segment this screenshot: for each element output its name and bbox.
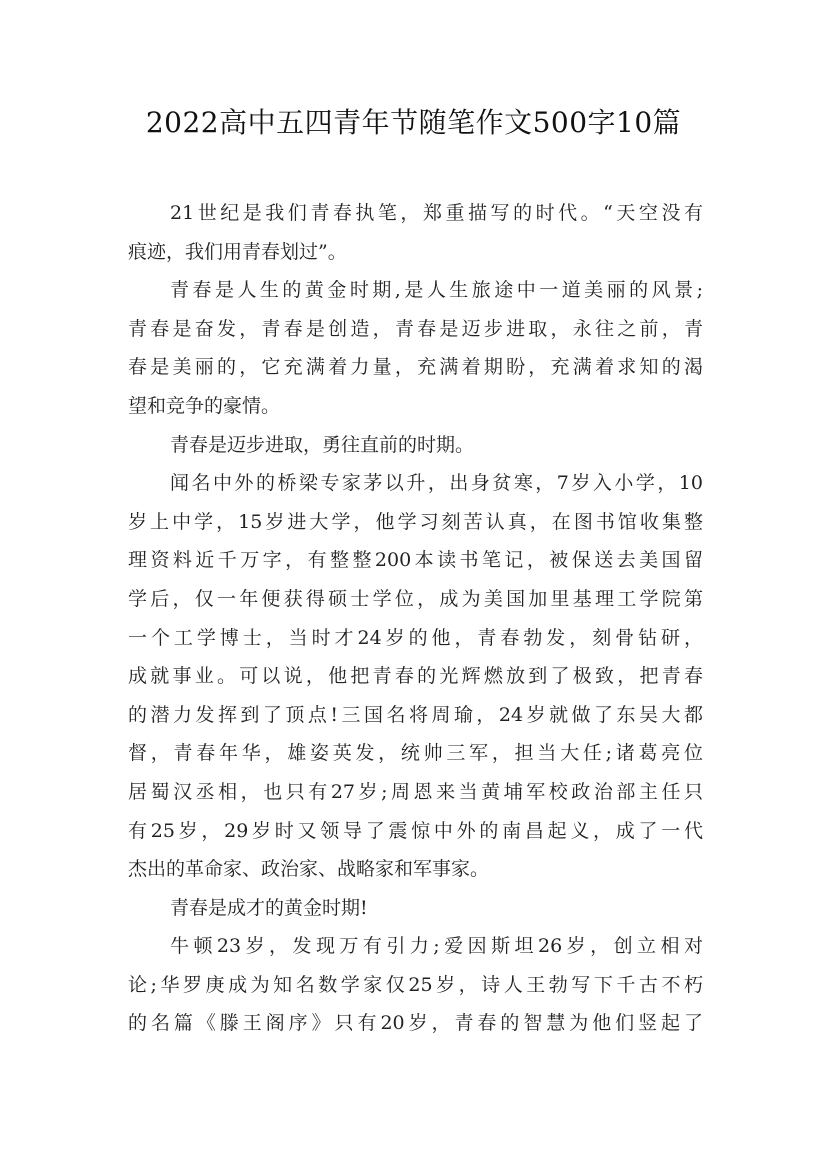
- text-line: 居蜀汉丞相，也只有27岁;周恩来当黄埔军校政治部主任只: [128, 780, 703, 803]
- text-line: 青春是成才的黄金时期!: [170, 896, 368, 919]
- text-line: 成就事业。可以说，他把青春的光辉燃放到了极致，把青春: [128, 665, 703, 688]
- text-line: 21世纪是我们青春执笔，郑重描写的时代。“天空没有: [170, 202, 703, 224]
- text-line: 痕迹，我们用青春划过”。: [128, 240, 347, 263]
- article-body: [128, 194, 703, 1043]
- text-line: 杰出的革命家、政治家、战略家和军事家。: [128, 858, 490, 881]
- text-line: 望和竞争的豪情。: [128, 394, 281, 417]
- text-line: 青春是人生的黄金时期,是人生旅途中一道美丽的风景;: [170, 279, 703, 302]
- text-line: 岁上中学，15岁进大学，他学习刻苦认真，在图书馆收集整: [128, 510, 703, 533]
- text-line: 督，青春年华，雄姿英发，统帅三军，担当大任;诸葛亮位: [128, 742, 703, 765]
- text-line: 闻名中外的桥梁专家茅以升，出身贫寒，7岁入小学，10: [170, 472, 703, 495]
- text-line: 有25岁，29岁时又领导了震惊中外的南昌起义，成了一代: [128, 819, 703, 842]
- text-line: 青春是迈步进取，勇往直前的时期。: [170, 433, 475, 456]
- text-line: 学后，仅一年便获得硕士学位，成为美国加里基理工学院第: [128, 587, 703, 610]
- text-line: 牛顿23岁，发现万有引力;爱因斯坦26岁，创立相对: [170, 935, 703, 958]
- text-line: 的潜力发挥到了顶点!三国名将周瑜，24岁就做了东吴大都: [128, 703, 703, 726]
- text-line: 一个工学博士，当时才24岁的他，青春勃发，刻骨钻研，: [128, 626, 703, 649]
- page-title: 2022高中五四青年节随笔作文500字10篇: [145, 106, 682, 139]
- text-line: 理资料近千万字，有整整200本读书笔记，被保送去美国留: [128, 549, 703, 572]
- text-line: 青春是奋发，青春是创造，青春是迈步进取，永往之前，青: [128, 317, 703, 340]
- text-line: 春是美丽的，它充满着力量，充满着期盼，充满着求知的渴: [128, 356, 703, 379]
- text-line: 论;华罗庚成为知名数学家仅25岁，诗人王勃写下千古不朽: [128, 973, 703, 996]
- text-line: 的名篇《滕王阁序》只有20岁，青春的智慧为他们竖起了: [128, 1012, 703, 1035]
